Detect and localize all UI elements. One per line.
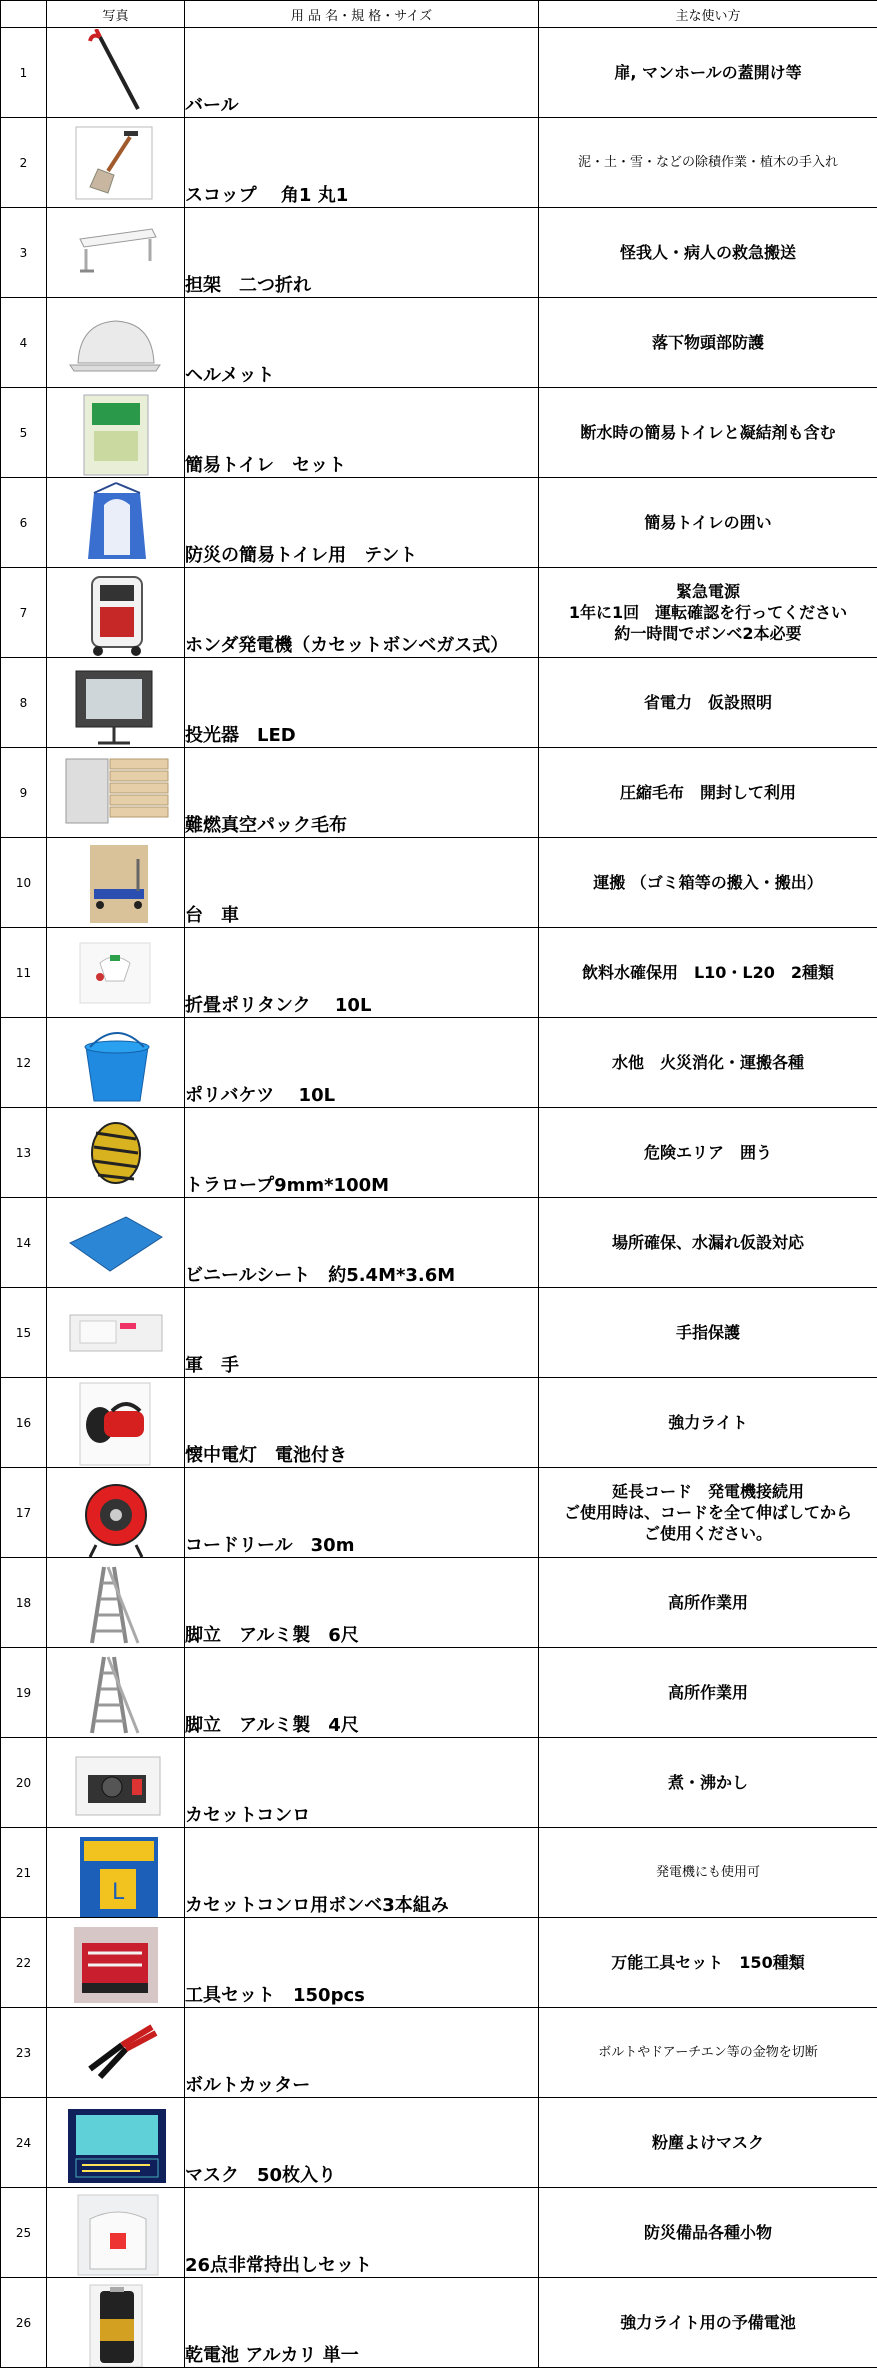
table-row <box>1 1558 877 1648</box>
crowbar-icon <box>60 29 172 117</box>
row-number: 6 <box>1 478 47 568</box>
helmet-icon <box>60 299 172 387</box>
item-name: マスク 50枚入り <box>185 2098 539 2188</box>
item-name: 投光器 LED <box>185 658 539 748</box>
item-usage: 扉, マンホールの蓋開け等 <box>539 28 877 118</box>
item-name: 26点非常持出しセット <box>185 2188 539 2278</box>
row-photo <box>47 2278 185 2368</box>
row-photo <box>47 388 185 478</box>
table-row <box>1 208 877 298</box>
row-number: 24 <box>1 2098 47 2188</box>
item-name: 難燃真空パック毛布 <box>185 748 539 838</box>
table-row <box>1 118 877 208</box>
table-row <box>1 1018 877 1108</box>
gloves-icon <box>60 1289 172 1377</box>
row-photo <box>47 1918 185 2008</box>
table-row <box>1 1738 877 1828</box>
item-usage: 場所確保、水漏れ仮設対応 <box>539 1198 877 1288</box>
row-photo <box>47 658 185 748</box>
item-name: ポリバケツ 10L <box>185 1018 539 1108</box>
table-row <box>1 1828 877 1918</box>
item-usage: 発電機にも使用可 <box>539 1828 877 1918</box>
item-usage: 危険エリア 囲う <box>539 1108 877 1198</box>
item-name: ビニールシート 約5.4M*3.6M <box>185 1198 539 1288</box>
row-number: 25 <box>1 2188 47 2278</box>
row-number: 4 <box>1 298 47 388</box>
item-name: 折畳ポリタンク 10L <box>185 928 539 1018</box>
row-photo <box>47 1378 185 1468</box>
row-photo <box>47 1558 185 1648</box>
item-name: ホンダ発電機（カセットボンベガス式） <box>185 568 539 658</box>
table-row <box>1 1198 877 1288</box>
row-number: 8 <box>1 658 47 748</box>
item-usage: 高所作業用 <box>539 1648 877 1738</box>
row-number: 19 <box>1 1648 47 1738</box>
item-usage: 水他 火災消化・運搬各種 <box>539 1018 877 1108</box>
table-row <box>1 2278 877 2368</box>
row-number: 7 <box>1 568 47 658</box>
item-usage: 落下物頭部防護 <box>539 298 877 388</box>
item-usage: 高所作業用 <box>539 1558 877 1648</box>
item-name: 軍 手 <box>185 1288 539 1378</box>
row-photo <box>47 748 185 838</box>
table-row <box>1 568 877 658</box>
row-photo <box>47 2008 185 2098</box>
table-row <box>1 928 877 1018</box>
rope-icon <box>60 1109 172 1197</box>
tarp-icon <box>60 1199 172 1287</box>
table-row <box>1 748 877 838</box>
item-usage: 防災備品各種小物 <box>539 2188 877 2278</box>
item-usage: 怪我人・病人の救急搬送 <box>539 208 877 298</box>
row-number: 26 <box>1 2278 47 2368</box>
item-name: カセットコンロ用ボンベ3本組み <box>185 1828 539 1918</box>
item-name: カセットコンロ <box>185 1738 539 1828</box>
table-row <box>1 1648 877 1738</box>
row-photo <box>47 1018 185 1108</box>
table-row <box>1 1378 877 1468</box>
row-photo <box>47 1198 185 1288</box>
table-row <box>1 1288 877 1378</box>
row-photo <box>47 1828 185 1918</box>
row-number: 18 <box>1 1558 47 1648</box>
floodlight-icon <box>60 659 172 747</box>
row-number: 5 <box>1 388 47 478</box>
item-usage: 延長コード 発電機接続用 ご使用時は、コードを全て伸ばしてから ご使用ください。 <box>539 1468 877 1558</box>
row-photo <box>47 118 185 208</box>
item-name: 乾電池 アルカリ 単一 <box>185 2278 539 2368</box>
item-name: 懐中電灯 電池付き <box>185 1378 539 1468</box>
item-usage: 省電力 仮設照明 <box>539 658 877 748</box>
row-number: 11 <box>1 928 47 1018</box>
row-photo <box>47 838 185 928</box>
row-number: 16 <box>1 1378 47 1468</box>
item-name: バール <box>185 28 539 118</box>
shovel-icon <box>60 119 172 207</box>
bolt-cutter-icon <box>60 2009 172 2097</box>
item-usage: 強力ライト <box>539 1378 877 1468</box>
table-row <box>1 1468 877 1558</box>
row-number: 1 <box>1 28 47 118</box>
row-photo <box>47 478 185 568</box>
row-number: 10 <box>1 838 47 928</box>
stove-icon <box>60 1739 172 1827</box>
item-name: ヘルメット <box>185 298 539 388</box>
row-photo <box>47 1468 185 1558</box>
cart-icon <box>60 839 172 927</box>
item-name: 担架 二つ折れ <box>185 208 539 298</box>
row-number: 22 <box>1 1918 47 2008</box>
header-usage: 主な使い方 <box>539 1 877 28</box>
row-photo <box>47 1738 185 1828</box>
blanket-icon <box>60 749 172 837</box>
item-name: 台 車 <box>185 838 539 928</box>
table-row <box>1 838 877 928</box>
header-photo: 写真 <box>47 1 185 28</box>
table-row <box>1 658 877 748</box>
table-row <box>1 2008 877 2098</box>
item-name: 脚立 アルミ製 6尺 <box>185 1558 539 1648</box>
table-row <box>1 298 877 388</box>
cord-reel-icon <box>60 1469 172 1557</box>
bucket-icon <box>60 1019 172 1107</box>
row-photo <box>47 28 185 118</box>
row-number: 3 <box>1 208 47 298</box>
row-number: 23 <box>1 2008 47 2098</box>
item-usage: 飲料水確保用 L10・L20 2種類 <box>539 928 877 1018</box>
item-usage: 運搬 （ゴミ箱等の搬入・搬出） <box>539 838 877 928</box>
item-name: 脚立 アルミ製 4尺 <box>185 1648 539 1738</box>
item-usage: 圧縮毛布 開封して利用 <box>539 748 877 838</box>
row-photo <box>47 298 185 388</box>
stretcher-icon <box>60 209 172 297</box>
item-name: コードリール 30m <box>185 1468 539 1558</box>
table-row <box>1 28 877 118</box>
table-row <box>1 1108 877 1198</box>
row-number: 14 <box>1 1198 47 1288</box>
item-name: 防災の簡易トイレ用 テント <box>185 478 539 568</box>
item-usage: 泥・土・雪・などの除積作業・植木の手入れ <box>539 118 877 208</box>
row-number: 13 <box>1 1108 47 1198</box>
row-photo <box>47 1648 185 1738</box>
row-photo <box>47 2098 185 2188</box>
header-no <box>1 1 47 28</box>
item-usage: 粉塵よけマスク <box>539 2098 877 2188</box>
row-number: 21 <box>1 1828 47 1918</box>
generator-icon <box>60 569 172 657</box>
toilet-kit-icon <box>60 389 172 477</box>
row-number: 12 <box>1 1018 47 1108</box>
table-row <box>1 478 877 568</box>
tent-icon <box>60 479 172 567</box>
item-name: トラロープ9mm*100M <box>185 1108 539 1198</box>
row-number: 15 <box>1 1288 47 1378</box>
row-photo <box>47 1288 185 1378</box>
item-name: スコップ 角1 丸1 <box>185 118 539 208</box>
item-usage: ボルトやドアーチエン等の金物を切断 <box>539 2008 877 2098</box>
item-usage: 断水時の簡易トイレと凝結剤も含む <box>539 388 877 478</box>
row-number: 17 <box>1 1468 47 1558</box>
mask-box-icon <box>60 2099 172 2187</box>
row-number: 20 <box>1 1738 47 1828</box>
item-usage: 強力ライト用の予備電池 <box>539 2278 877 2368</box>
table-row <box>1 2188 877 2278</box>
toolbox-icon <box>60 1919 172 2007</box>
table-row <box>1 388 877 478</box>
row-number: 2 <box>1 118 47 208</box>
ladder-icon <box>60 1559 172 1647</box>
row-photo <box>47 928 185 1018</box>
ladder-icon <box>60 1649 172 1737</box>
item-name: 簡易トイレ セット <box>185 388 539 478</box>
water-tank-icon <box>60 929 172 1017</box>
row-photo <box>47 2188 185 2278</box>
battery-icon <box>60 2279 172 2367</box>
item-name: 工具セット 150pcs <box>185 1918 539 2008</box>
table-row <box>1 2098 877 2188</box>
item-usage: 緊急電源 1年に1回 運転確認を行ってください 約一時間でボンベ2本必要 <box>539 568 877 658</box>
emergency-bag-icon <box>60 2189 172 2277</box>
row-photo <box>47 1108 185 1198</box>
item-name: ボルトカッター <box>185 2008 539 2098</box>
svg-text:L: L <box>111 1879 124 1905</box>
header-row <box>1 1 877 28</box>
item-usage: 簡易トイレの囲い <box>539 478 877 568</box>
row-photo <box>47 568 185 658</box>
item-usage: 煮・沸かし <box>539 1738 877 1828</box>
item-usage: 万能工具セット 150種類 <box>539 1918 877 2008</box>
table-row <box>1 1918 877 2008</box>
gas-canister-icon <box>60 1829 172 1917</box>
header-name: 用 品 名・規 格・サイズ <box>185 1 539 28</box>
row-number: 9 <box>1 748 47 838</box>
row-photo <box>47 208 185 298</box>
item-usage: 手指保護 <box>539 1288 877 1378</box>
flashlight-icon <box>60 1379 172 1467</box>
